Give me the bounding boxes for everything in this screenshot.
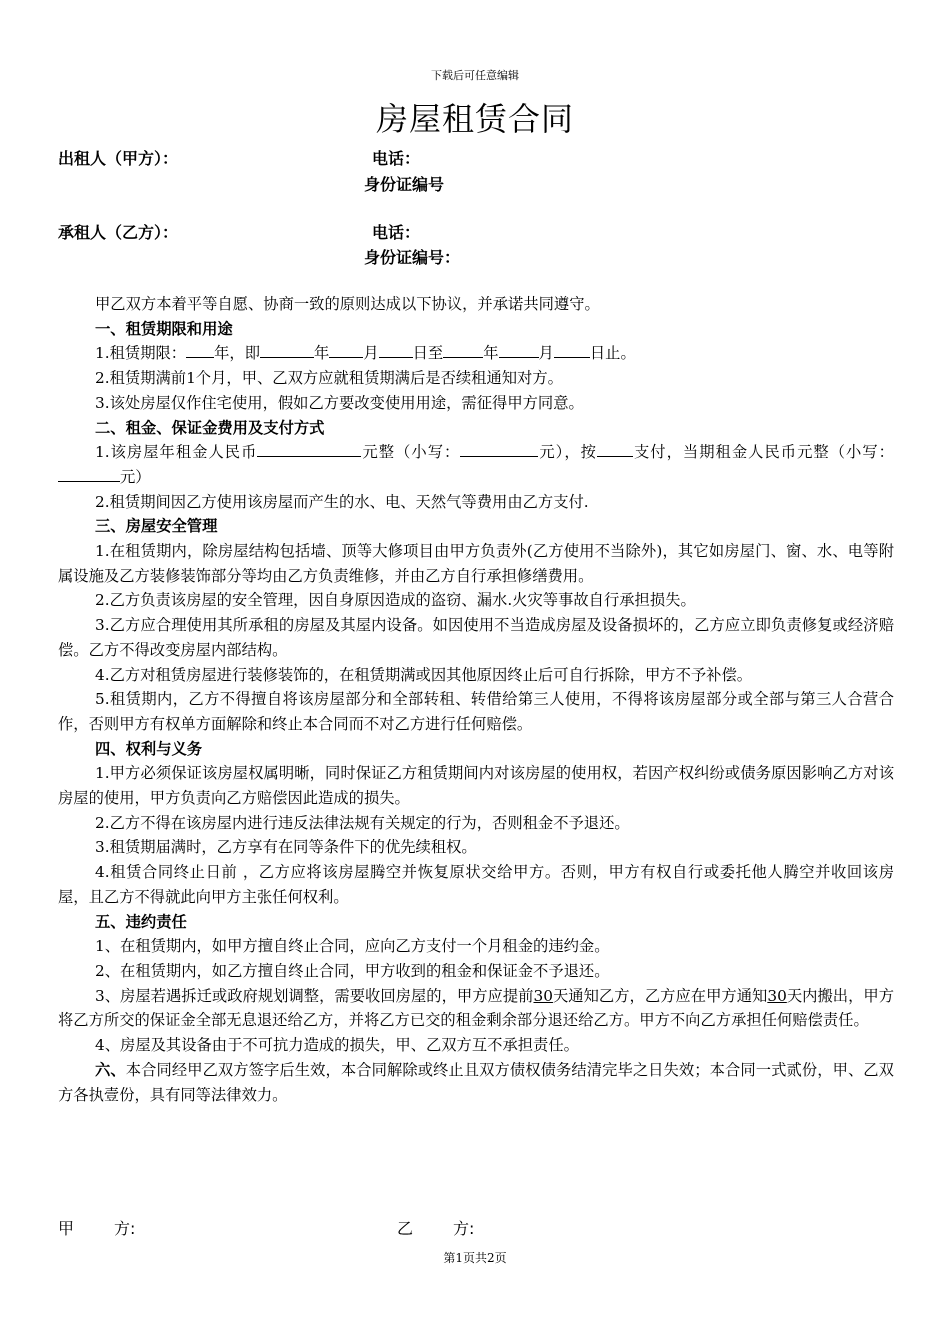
end-year-blank <box>443 342 483 358</box>
section-4-item-3: 3.租赁期届满时，乙方享有在同等条件下的优先续租权。 <box>95 838 477 857</box>
section-2-item-1: 1.该房屋年租金人民币 元整（小写： 元），按 支付，当期租金人民币元整（小写：元） <box>58 440 894 489</box>
current-rent-figure-blank <box>58 466 120 482</box>
notice-days: 30 <box>533 986 553 1005</box>
section-2-title: 二、租金、保证金费用及支付方式 <box>95 418 325 437</box>
section-3-item-3: 3.乙方应合理使用其所承租的房屋及其屋内设备。如因使用不当造成房屋及设备损坏的，乙方应立即负责修复或经济赔偿。乙方不得改变房屋内部结构。 <box>58 616 894 659</box>
section-3-item-5: 5.租赁期内，乙方不得擅自将该房屋部分和全部转租、转借给第三人使用，不得将该房屋部分或全部与第三人合营合作，否则甲方有权单方面解除和终止本合同而不对乙方进行任何赔偿。 <box>58 690 894 733</box>
section-1-item-3: 3.该处房屋仅作住宅使用，假如乙方要改变使用用途，需征得甲方同意。 <box>95 393 584 412</box>
section-5-item-2: 2、在租赁期内，如乙方擅自终止合同，甲方收到的租金和保证金不予退还。 <box>95 961 610 980</box>
section-5-item-4: 4、房屋及其设备由于不可抗力造成的损失，甲、乙双方互不承担责任。 <box>95 1036 579 1055</box>
section-1-title: 一、租赁期限和用途 <box>95 319 233 338</box>
section-5-title: 五、违约责任 <box>95 912 187 931</box>
lessor-label: 出租人（甲方）： <box>58 149 179 168</box>
lessee-id-label: 身份证编号： <box>364 248 461 267</box>
page-title: 房屋租赁合同 <box>375 100 574 138</box>
term-years-blank <box>186 342 214 358</box>
section-3-item-2: 2.乙方负责该房屋的安全管理，因自身原因造成的盗窃、漏水.火灾等事故自行承担损失。 <box>95 591 696 610</box>
start-year-blank <box>260 342 314 358</box>
section-6-paragraph: 六、本合同经甲乙双方签字后生效，本合同解除或终止且双方债权债务结清完毕之日失效；本合同一式贰份，甲、乙双方各执壹份，具有同等法律效力。 <box>58 1060 894 1104</box>
end-month-blank <box>499 342 539 358</box>
party-a-signature: 甲 方: <box>58 1219 136 1238</box>
lessee-label: 承租人（乙方）： <box>58 223 179 242</box>
section-6-number: 六、 <box>95 1060 126 1079</box>
annual-rent-blank <box>257 441 361 457</box>
intro-paragraph: 甲乙双方本着平等自愿、协商一致的原则达成以下协议，并承诺共同遵守。 <box>95 295 600 313</box>
section-2-item-2: 2.租赁期间因乙方使用该房屋而产生的水、电、天然气等费用由乙方支付. <box>95 492 589 511</box>
section-4-item-4: 4.租赁合同终止日前 ，乙方应将该房屋腾空并恢复原状交给甲方。否则，甲方有权自行或委托他人腾空并收回该房屋，且乙方不得就此向甲方主张任何权利。 <box>58 863 894 906</box>
lessor-id-label: 身份证编号 <box>364 175 445 194</box>
section-3-item-4: 4.乙方对租赁房屋进行装修装饰的，在租赁期满或因其他原因终止后可自行拆除，甲方不予补偿。 <box>95 665 753 684</box>
start-day-blank <box>379 342 413 358</box>
section-3-item-1: 1.在租赁期内，除房屋结构包括墙、顶等大修项目由甲方负责外(乙方使用不当除外)，其它如房屋门、窗、水、电等附属设施及乙方装修装饰部分等均由乙方负责维修，并由乙方自行承担修缮费用。 <box>58 542 894 585</box>
lessee-phone-label: 电话： <box>372 223 421 242</box>
section-4-title: 四、权利与义务 <box>95 739 203 758</box>
section-3-title: 三、房屋安全管理 <box>95 517 218 536</box>
start-month-blank <box>329 342 363 358</box>
annual-rent-figure-blank <box>460 441 538 457</box>
section-5-item-3: 3、房屋若遇拆迁或政府规划调整，需要收回房屋的，甲方应提前30天通知乙方，乙方应在甲方通知30天内搬出，甲方将乙方所交的保证金全部无息退还给乙方，并将乙方已交的租金剩余部分退还给乙方。甲方不向乙方承担任何赔偿责任。 <box>58 986 894 1030</box>
move-out-days: 30 <box>767 986 787 1005</box>
payment-method-blank <box>597 441 633 457</box>
party-b-signature: 乙 方: <box>397 1219 475 1238</box>
section-1-item-1: 1.租赁期限： 年，即 年 月 日至 年 月 日止。 <box>58 341 894 366</box>
contract-body <box>58 292 894 1107</box>
page-number: 第1页共2页 <box>443 1251 507 1265</box>
end-day-blank <box>554 342 590 358</box>
section-4-item-1: 1.甲方必须保证该房屋权属明晰，同时保证乙方租赁期间内对该房屋的使用权，若因产权纠纷或债务原因影响乙方对该房屋的使用，甲方负责向乙方赔偿因此造成的损失。 <box>58 764 894 808</box>
section-5-item-1: 1、在租赁期内，如甲方擅自终止合同，应向乙方支付一个月租金的违约金。 <box>95 937 610 956</box>
section-4-item-2: 2.乙方不得在该房屋内进行违反法律法规有关规定的行为，否则租金不予退还。 <box>95 813 630 832</box>
section-1-item-2: 2.租赁期满前1个月，甲、乙双方应就租赁期满后是否续租通知对方。 <box>95 369 563 388</box>
header-note: 下载后可任意编辑 <box>431 69 519 82</box>
lessor-phone-label: 电话： <box>372 149 421 168</box>
